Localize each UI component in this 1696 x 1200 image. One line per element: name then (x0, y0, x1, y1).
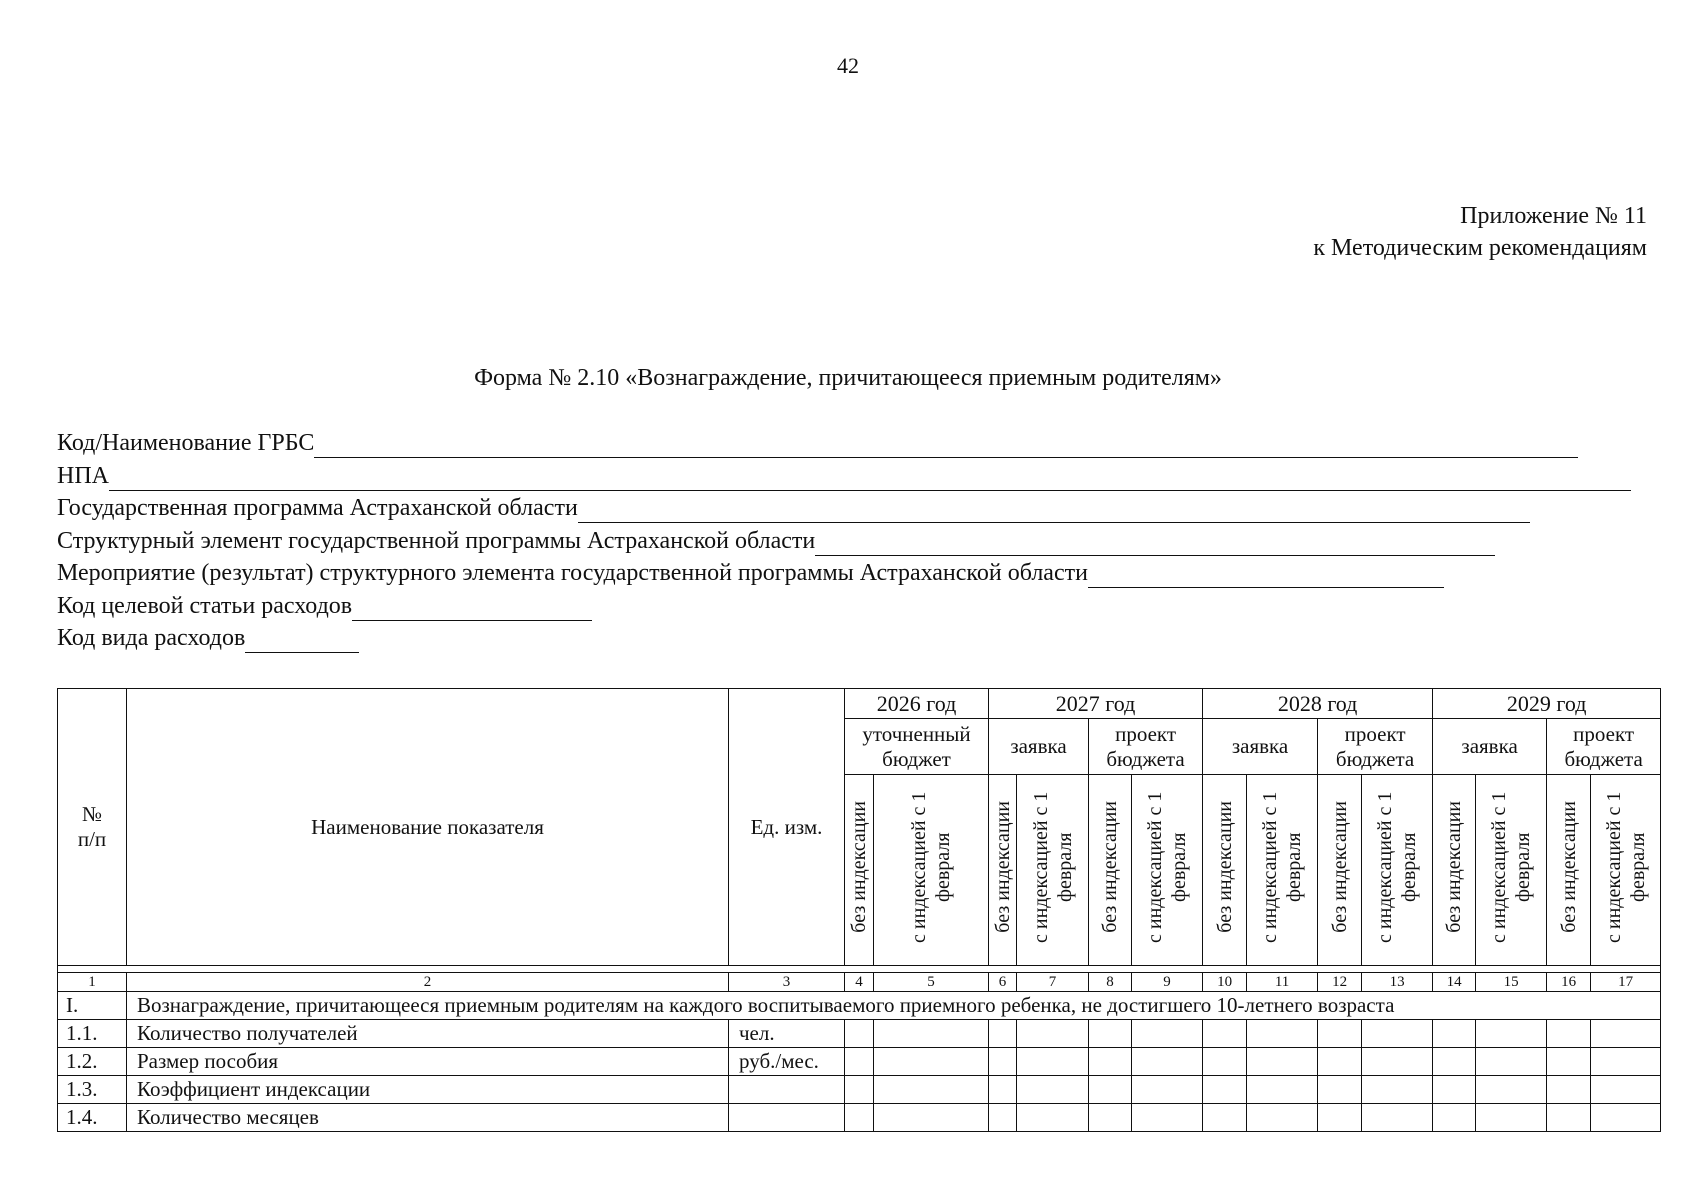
field-label: Код целевой статьи расходов (57, 592, 353, 619)
row-name: Размер пособия (127, 1048, 729, 1076)
value-cell[interactable] (1132, 1076, 1203, 1104)
value-cell[interactable] (845, 1048, 874, 1076)
column-numbers-row (58, 973, 1661, 992)
value-cell[interactable] (874, 1076, 989, 1104)
header-without-indexation-label: без индексации (1099, 801, 1122, 933)
page-number: 42 (837, 53, 859, 78)
column-number: 13 (1362, 973, 1433, 992)
header-refined-budget: уточненный бюджет (845, 719, 989, 775)
header-with-indexation (1591, 775, 1661, 966)
row-number: 1.1. (58, 1020, 127, 1048)
value-cell[interactable] (1203, 1104, 1247, 1132)
header-without-indexation-label: без индексации (1328, 801, 1351, 933)
value-cell[interactable] (1591, 1020, 1661, 1048)
indicators-table (57, 688, 1661, 1132)
value-cell[interactable] (989, 1048, 1017, 1076)
value-cell[interactable] (1547, 1104, 1591, 1132)
field-blank-line[interactable] (109, 468, 1631, 491)
value-cell[interactable] (1017, 1076, 1089, 1104)
value-cell[interactable] (1247, 1020, 1318, 1048)
value-cell[interactable] (1362, 1076, 1433, 1104)
column-number: 5 (874, 973, 989, 992)
header-year-2026: 2026 год (845, 689, 989, 719)
appendix-heading (1313, 200, 1647, 264)
value-cell[interactable] (1433, 1076, 1476, 1104)
table-row (58, 1048, 1661, 1076)
value-cell[interactable] (1132, 1020, 1203, 1048)
field-label: Код вида расходов (57, 625, 246, 651)
field-expense-type-code (57, 623, 1647, 656)
value-cell[interactable] (1591, 1104, 1661, 1132)
header-without-indexation (1433, 775, 1476, 966)
header-fields (57, 428, 1647, 656)
field-blank-line[interactable] (1088, 565, 1444, 588)
field-measure (57, 558, 1647, 591)
header-without-indexation-label: без индексации (1213, 801, 1236, 933)
header-request-2028: заявка (1203, 719, 1318, 775)
header-draft-budget-2029: проект бюджета (1547, 719, 1661, 775)
field-blank-line[interactable] (578, 500, 1530, 523)
value-cell[interactable] (874, 1020, 989, 1048)
value-cell[interactable] (1433, 1020, 1476, 1048)
column-number: 9 (1132, 973, 1203, 992)
field-label: Мероприятие (результат) структурного элемента государственной программы Астраханской области (57, 560, 1088, 586)
value-cell[interactable] (1547, 1020, 1591, 1048)
field-npa (57, 461, 1647, 494)
header-without-indexation (1318, 775, 1362, 966)
value-cell[interactable] (1476, 1020, 1547, 1048)
table-row (58, 1076, 1661, 1104)
value-cell[interactable] (1089, 1048, 1132, 1076)
value-cell[interactable] (1089, 1076, 1132, 1104)
value-cell[interactable] (1476, 1076, 1547, 1104)
header-with-indexation-label: с индексацией с 1 февраля (1259, 791, 1306, 943)
header-with-indexation-label: с индексацией с 1 февраля (1144, 791, 1191, 943)
value-cell[interactable] (1362, 1048, 1433, 1076)
section-row (58, 992, 1661, 1020)
header-with-indexation (874, 775, 989, 966)
field-label: НПА (57, 462, 109, 489)
section-title: Вознаграждение, причитающееся приемным родителям на каждого воспитываемого приемного ребенка, не достигшего 10-летнего возраста (127, 992, 1661, 1020)
column-number: 17 (1591, 973, 1661, 992)
value-cell[interactable] (1017, 1048, 1089, 1076)
header-without-indexation-label: без индексации (991, 801, 1014, 933)
row-number: 1.3. (58, 1076, 127, 1104)
header-with-indexation (1247, 775, 1318, 966)
value-cell[interactable] (1318, 1104, 1362, 1132)
value-cell[interactable] (1591, 1048, 1661, 1076)
row-unit (729, 1076, 845, 1104)
value-cell[interactable] (989, 1020, 1017, 1048)
value-cell[interactable] (989, 1076, 1017, 1104)
header-draft-budget-2028: проект бюджета (1318, 719, 1433, 775)
value-cell[interactable] (1203, 1048, 1247, 1076)
header-with-indexation (1017, 775, 1089, 966)
header-name-label: Наименование показателя (311, 814, 544, 839)
row-name: Коэффициент индексации (127, 1076, 729, 1104)
value-cell[interactable] (1017, 1020, 1089, 1048)
header-without-indexation-label: без индексации (848, 801, 870, 933)
field-label: Структурный элемент государственной программы Астраханской области (57, 527, 816, 554)
column-number: 4 (845, 973, 874, 992)
column-number: 2 (127, 973, 729, 992)
value-cell[interactable] (845, 1076, 874, 1104)
field-blank-line[interactable] (352, 598, 592, 621)
header-year-2029: 2029 год (1433, 689, 1661, 719)
row-unit: руб./мес. (729, 1048, 845, 1076)
field-target-article-code (57, 591, 1647, 624)
header-no-label: № п/п (77, 802, 107, 851)
field-blank-line[interactable] (245, 630, 359, 653)
value-cell[interactable] (1089, 1104, 1132, 1132)
value-cell[interactable] (1591, 1076, 1661, 1104)
table-row (58, 1104, 1661, 1132)
header-with-indexation (1132, 775, 1203, 966)
header-draft-budget-2027: проект бюджета (1089, 719, 1203, 775)
field-state-program (57, 493, 1647, 526)
header-without-indexation (1203, 775, 1247, 966)
value-cell[interactable] (874, 1104, 989, 1132)
column-number: 1 (58, 973, 127, 992)
column-number: 15 (1476, 973, 1547, 992)
header-with-indexation-label: с индексацией с 1 февраля (1029, 791, 1076, 943)
value-cell[interactable] (1017, 1104, 1089, 1132)
header-request-2027: заявка (989, 719, 1089, 775)
value-cell[interactable] (1203, 1076, 1247, 1104)
field-structural-element (57, 526, 1647, 559)
value-cell[interactable] (1247, 1076, 1318, 1104)
field-label: Государственная программа Астраханской области (57, 495, 578, 521)
form-title: Форма № 2.10 «Вознаграждение, причитающееся приемным родителям» (474, 365, 1222, 391)
value-cell[interactable] (1089, 1020, 1132, 1048)
value-cell[interactable] (1318, 1020, 1362, 1048)
header-without-indexation (1547, 775, 1591, 966)
value-cell[interactable] (1547, 1048, 1591, 1076)
value-cell[interactable] (1362, 1104, 1433, 1132)
column-number: 11 (1247, 973, 1318, 992)
header-gap (58, 966, 1661, 973)
table-row (58, 1020, 1661, 1048)
field-grbs (57, 428, 1647, 461)
value-cell[interactable] (1132, 1104, 1203, 1132)
value-cell[interactable] (874, 1048, 989, 1076)
header-unit-label: Ед. изм. (750, 814, 823, 839)
header-name (127, 689, 729, 966)
header-year-2028: 2028 год (1203, 689, 1433, 719)
header-without-indexation (845, 775, 874, 966)
value-cell[interactable] (1476, 1104, 1547, 1132)
value-cell[interactable] (1318, 1048, 1362, 1076)
column-number: 7 (1017, 973, 1089, 992)
column-number: 12 (1318, 973, 1362, 992)
value-cell[interactable] (1476, 1048, 1547, 1076)
field-label: Код/Наименование ГРБС (57, 430, 315, 456)
value-cell[interactable] (1247, 1048, 1318, 1076)
value-cell[interactable] (989, 1104, 1017, 1132)
value-cell[interactable] (1433, 1104, 1476, 1132)
value-cell[interactable] (1247, 1104, 1318, 1132)
appendix-line-1: Приложение № 11 (1460, 203, 1647, 229)
value-cell[interactable] (845, 1020, 874, 1048)
column-number: 14 (1433, 973, 1476, 992)
value-cell[interactable] (1318, 1076, 1362, 1104)
column-number: 10 (1203, 973, 1247, 992)
header-with-indexation-label: с индексацией с 1 февраля (1488, 791, 1535, 943)
row-unit (729, 1104, 845, 1132)
row-name: Количество месяцев (127, 1104, 729, 1132)
header-without-indexation-label: без индексации (1443, 801, 1466, 933)
appendix-line-2: к Методическим рекомендациям (1313, 235, 1647, 261)
value-cell[interactable] (1433, 1048, 1476, 1076)
header-with-indexation-label: с индексацией с 1 февраля (1602, 791, 1649, 943)
header-with-indexation-label: с индексацией с 1 февраля (1374, 791, 1421, 943)
row-unit: чел. (729, 1020, 845, 1048)
column-number: 3 (729, 973, 845, 992)
row-number: 1.4. (58, 1104, 127, 1132)
header-without-indexation-label: без индексации (1557, 801, 1580, 933)
column-number: 8 (1089, 973, 1132, 992)
value-cell[interactable] (1203, 1020, 1247, 1048)
header-request-2029: заявка (1433, 719, 1547, 775)
header-with-indexation-label: с индексацией с 1 февраля (908, 791, 954, 943)
header-without-indexation (989, 775, 1017, 966)
section-number: I. (58, 992, 127, 1020)
field-blank-line[interactable] (314, 435, 1578, 458)
row-name: Количество получателей (127, 1020, 729, 1048)
header-unit (729, 689, 845, 966)
value-cell[interactable] (1362, 1020, 1433, 1048)
value-cell[interactable] (1132, 1048, 1203, 1076)
header-no (58, 689, 127, 966)
header-without-indexation (1089, 775, 1132, 966)
row-number: 1.2. (58, 1048, 127, 1076)
header-year-2027: 2027 год (989, 689, 1203, 719)
value-cell[interactable] (1547, 1076, 1591, 1104)
field-blank-line[interactable] (815, 533, 1495, 556)
header-with-indexation (1476, 775, 1547, 966)
header-with-indexation (1362, 775, 1433, 966)
column-number: 16 (1547, 973, 1591, 992)
column-number: 6 (989, 973, 1017, 992)
value-cell[interactable] (845, 1104, 874, 1132)
